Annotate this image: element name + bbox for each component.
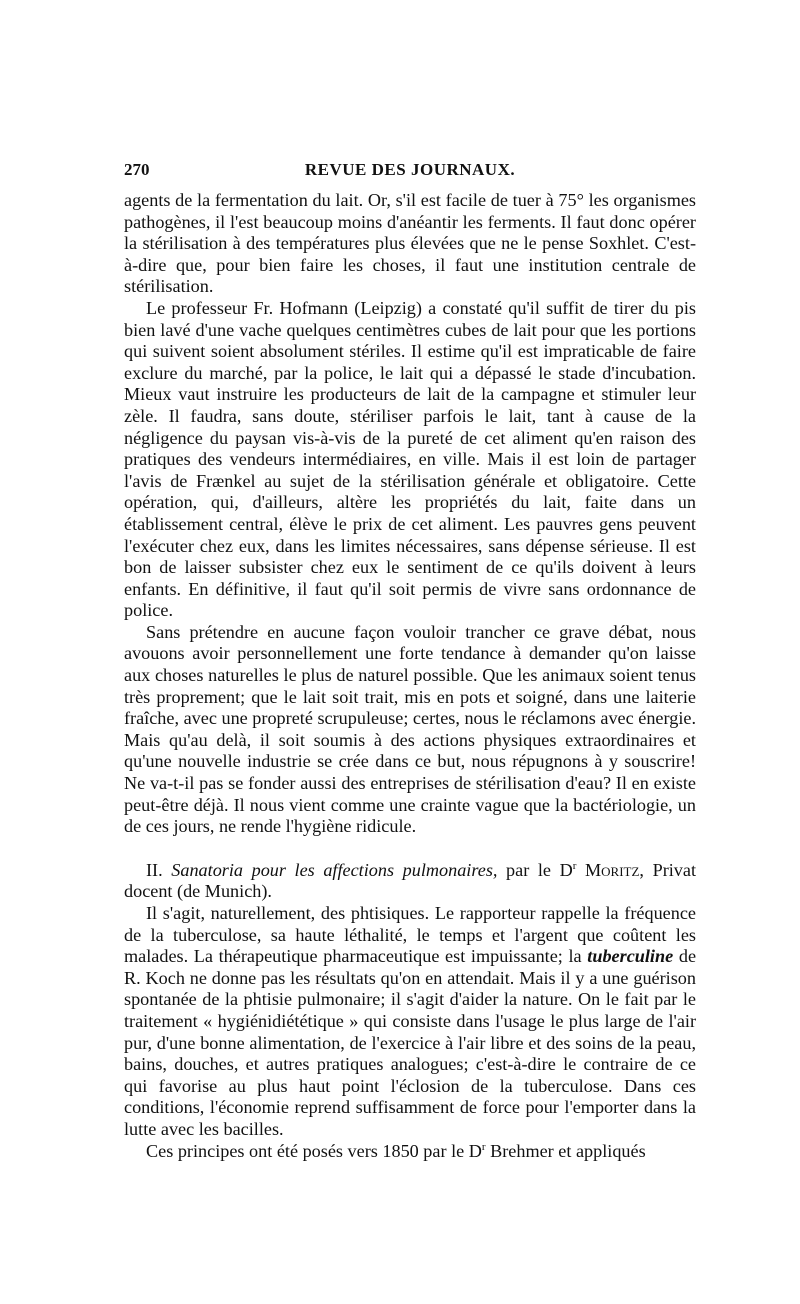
paragraph-2: Le professeur Fr. Hofmann (Leipzig) a constaté qu'il suffit de tirer du pis bien lavé d'une vache quelques centimètres cubes de lait pour que les portions qui suivent soient absolument stériles. Il estime qu'il est impraticable de faire exclure du marché, par la police, le lait qui a dépassé le stade d'incubation. Mieux vaut instruire les producteurs de lait de la campagne et stimuler leur zèle. Il faudra, sans doute, stériliser parfois le lait, tant à cause de la négligence du paysan vis-à-vis de la pureté de cet aliment qu'en raison des pratiques des vendeurs intermédiaires, en ville. Mais il est loin de partager l'avis de Frænkel au sujet de la stérilisation générale et obligatoire. Cette opération, qui, d'ailleurs, altère les propriétés du lait, faite dans un établissement central, élève le prix de cet aliment. Les pauvres gens peuvent l'exécuter chez eux, dans les limites nécessaires, sans dépense sérieuse. Il est bon de laisser subsister chez eux le sentiment de ce qu'ils doivent à leurs enfants. En définitive, il faut qu'il soit permis de vivre sans ordonnance de police. xyxy=(124,297,696,621)
section-title: Sanatoria pour les affections pulmonaires, xyxy=(171,859,498,880)
section-rest: Privat docent (de Munich). xyxy=(124,859,697,902)
paragraph-5-part-b: de R. Koch ne donne pas les résultats qu'on en attendait. Mais il y a une guérison spontanée de la phtisie pulmonaire; il s'agit d'aider la nature. On le fait par le traitement « hygiénidiététique » qui consiste dans l'usage le plus large de l'air pur, d'une bonne alimentation, de l'exercice à l'air libre et des soins de la peau, bains, douches, et autres pratiques analogues; c'est-à-dire le contraire de ce qui favorise au plus haut point l'éclosion de la tuberculose. Dans ces conditions, l'économie reprend suffisamment de force pour l'emporter dans la lutte avec les bacilles. xyxy=(124,946,697,1139)
section-sup: r xyxy=(572,859,577,872)
section-heading xyxy=(124,860,696,903)
paragraph-6 xyxy=(124,1141,696,1163)
section-by: par le D xyxy=(506,859,573,880)
section-gap xyxy=(124,838,696,860)
paragraph-5 xyxy=(124,903,696,1141)
running-head: REVUE DES JOURNAUX. xyxy=(304,160,516,179)
paragraph-1: agents de la fermentation du lait. Or, s'il est facile de tuer à 75° les organismes pathogènes, il l'est beaucoup moins d'anéantir les ferments. Il faut donc opérer la stérilisation à des températures plus élevées que ne le pense Soxhlet. C'est-à-dire que, pour bien faire les choses, il faut une institution centrale de stérilisation. xyxy=(124,190,696,297)
page-header xyxy=(124,160,696,190)
document-page xyxy=(124,160,696,1162)
paragraph-6-part-a: Ces principes ont été posés vers 1850 par le D xyxy=(146,1140,482,1161)
section-numeral: II. xyxy=(146,859,163,880)
paragraph-6-part-b: Brehmer et appliqués xyxy=(490,1140,646,1161)
tuberculine-term: tuberculine xyxy=(587,946,674,967)
paragraph-3: Sans prétendre en aucune façon vouloir trancher ce grave débat, nous avouons avoir personnellement une forte tendance à demander qu'on laisse aux choses naturelles le plus de naturel possible. Que les animaux soient tenus très proprement; que le lait soit trait, mis en pots et soigné, dans une laiterie fraîche, avec une propreté scrupuleuse; certes, nous le réclamons avec énergie. Mais qu'au delà, il soit soumis à des actions physiques extraordinaires et qu'une nouvelle industrie se crée dans ce but, nous répugnons à y souscrire! Ne va-t-il pas se fonder aussi des entreprises de stérilisation d'eau? Il en existe peut-être déjà. Il nous vient comme une crainte vague que la bactériologie, un de ces jours, ne rende l'hygiène ridicule. xyxy=(124,621,696,837)
page-number: 270 xyxy=(124,160,150,179)
paragraph-5-part-a: Il s'agit, naturellement, des phtisiques. Le rapporteur rappelle la fréquence de la tuberculose, sa haute léthalité, le temps et l'argent que coûtent les malades. La thérapeutique pharmaceutique est impuissante; la xyxy=(124,903,696,967)
body-text xyxy=(124,190,696,1162)
section-author: Moritz, xyxy=(584,859,644,880)
paragraph-6-sup: r xyxy=(481,1140,486,1153)
